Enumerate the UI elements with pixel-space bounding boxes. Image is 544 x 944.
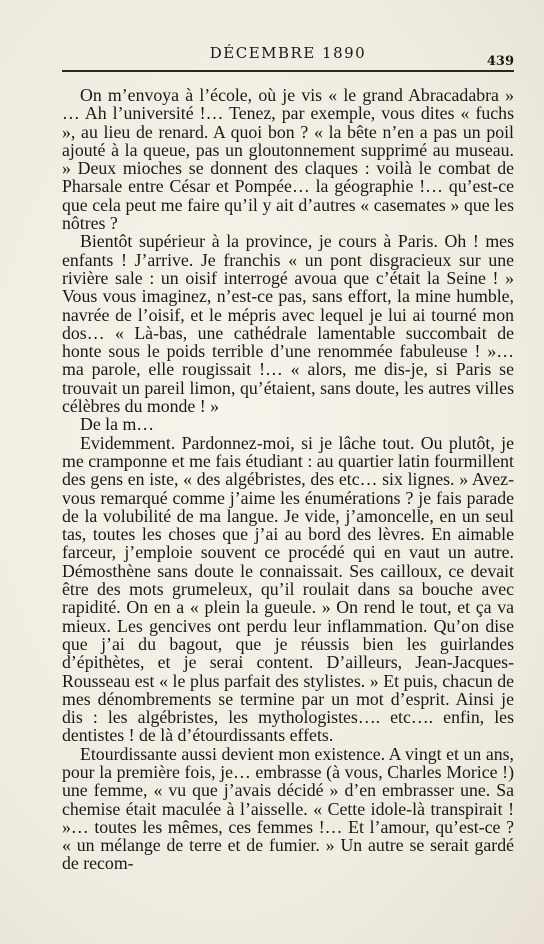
- running-header: [62, 44, 514, 72]
- page-number: 439: [486, 54, 514, 69]
- body-text: [62, 86, 514, 873]
- paragraph: De la m…: [80, 414, 155, 435]
- paragraph: Evidemment. Pardonnez-moi, si je lâche tout. Ou plutôt, je me cramponne et me fais étudiant : au quartier latin fourmillent des gens en iste, « des algébristes, des etc… six lignes. » Avez-vous remarqué comme j’aime les énumérations ? je fais parade de la volubilité de ma langue. Je vide, j’amoncelle, en un seul tas, toutes les choses que j’ai au bord des lèvres. En aimable farceur, j’emploie souvent ce procédé qui en vaut un autre. Démosthène sans doute le connaissait. Ses cailloux, ce devait être des mots grumeleux, qu’il roulait dans sa bouche avec rapidité. On en a « plein la gueule. » On rend le tout, et ça va mieux. Les gencives ont perdu leur inflammation. Qu’on dise que j’ai du bagout, que je réussis bien les guirlandes d’épithètes, et je serai content. D’ailleurs, Jean-Jacques-Rousseau est « le plus parfait des stylistes. » Et puis, chacun de mes dénombrements se termine par un mot d’esprit. Ainsi je dis : les algébristes, les mythologistes…. etc…. enfin, les dentistes ! de là d’étourdissants effets.: [62, 432, 514, 746]
- paragraph: Bientôt supérieur à la province, je cours à Paris. Oh ! mes enfants ! J’arrive. Je franchis « un pont disgracieux sur une rivière sale : un oisif interrogé avoua que c’était la Seine ! » Vous vous imaginez, n’est-ce pas, sans effort, la mine humble, navrée de l’oisif, et le mépris avec lequel je lui ai tourné mon dos… « Là-bas, une cathédrale lamentable succombait de honte sous le poids terrible d’une renommée fabuleuse ! »… ma parole, elle rougissait !… « alors, me dis-je, si Paris se trouvait un pareil limon, qu’étaient, sans doute, les autres villes célèbres du monde ! »: [62, 231, 514, 417]
- paragraph: Etourdissante aussi devient mon existence. A vingt et un ans, pour la première fois, je… embrasse (à vous, Charles Morice !) une femme, « vu que j’avais décidé » d’en embrasser une. Sa chemise était maculée à l’aisselle. « Cette idole-là transpirait ! »… toutes les mêmes, ces femmes !… Et l’amour, qu’est-ce ? « un mélange de terre et de fumier. » Un autre se serait gardé de recom-: [62, 743, 514, 874]
- paragraph: On m’envoya à l’école, où je vis « le grand Abracadabra » … Ah l’université !… Tenez, par exemple, vous dites « fuchs », au lieu de renard. A quoi bon ? « la bête n’en a pas un poil ajouté à la queue, pas un gloutonnement supprimé au museau. » Deux mioches se donnent des claques : voilà le combat de Pharsale entre César et Pompée… la géographie !… qu’est-ce que cela peut me faire qu’il y ait d’autres « casemates » que les nôtres ?: [62, 85, 514, 234]
- header-title: DÉCEMBRE 1890: [209, 44, 367, 62]
- header-rule: [62, 70, 514, 72]
